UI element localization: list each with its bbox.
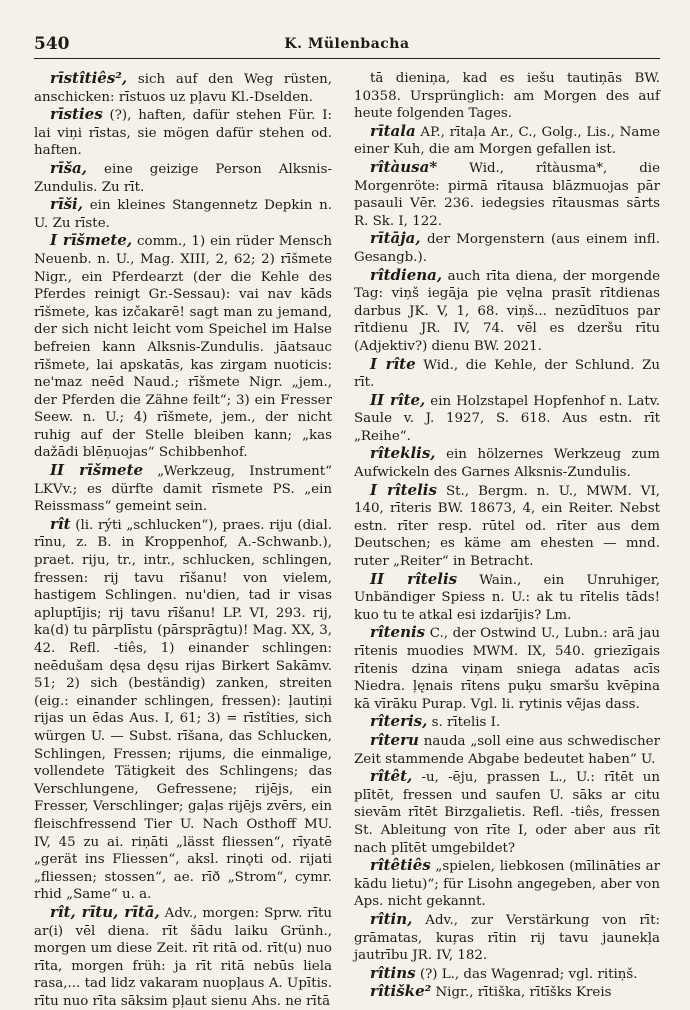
entry-text: tā dieniņa, kad es iešu tautiņās BW. 10358. Ursprünglich: am Morgen des auf heute folgenden Tages. <box>354 71 660 122</box>
entry-text: comm., 1) ein rüder Mensch Neuenb. n. U., Mag. XIII, 2, 62; 2) rīšmete Nigr., ein Pferdearzt (der die Kehle des Pferdes reinigt Gr.-Sessau): vai nav kāds rīšmete, kas izčakarē! sagt man zu jemand, der sich nicht leicht vom Speichel im Halse befreien kann Alksnis-Zundulis. jāatsauc rīšmete, lai apskatās, kas zirgam nuoticis: ne'maz neēd Naud.; rīšmete Nigr. „jem., der Pferden die Zähne feilt“; 3) ein Fresser Seew. n. U.; 4) rīšmete, jem., der nicht ruhig auf der Stelle bleiben kann; „kas dažādi blēņuojas“ Schibbenhof. <box>34 234 332 461</box>
entry-text: -u, -ēju, prassen L., U.: rītēt un plītēt, fressen und saufen U. sāks ar citu sievām rītēt Birzgalietis. Refl. -tiês, fressen St. Ableitung von rīte I, oder aber aus rīt nach plītēt umgebildet? <box>354 770 660 856</box>
dictionary-entry <box>354 70 660 123</box>
entry-headword: rîteklis, <box>370 444 436 463</box>
entry-headword: rîteru <box>370 730 419 749</box>
entry-text: s. rītelis I. <box>431 715 501 731</box>
entry-text: St., Bergm. n. U., MWM. VI, 140, rīteris BW. 18673, 4, ein Reiter. Nebst estn. rīter resp. rūtel od. rīter aus dem Deutschen; es käme am ehesten — mnd. ruter „Reiter“ in Betracht. <box>354 483 660 570</box>
dictionary-entry <box>354 159 660 230</box>
entry-headword: rīstîtiês², <box>50 69 128 87</box>
dictionary-entry <box>34 232 332 462</box>
entry-text: Wid., rîtàusma*, die Morgenröte: pirmā rītausa blāzmuojas pār pasauli Vēr. 236. iedegsies rītausmas sārts R. Sk. I, 122. <box>354 160 660 229</box>
entry-headword: I rîte <box>370 354 416 373</box>
dictionary-entry <box>354 482 660 571</box>
entry-text: ein kleines Stangennetz Depkin n. U. Zu rīste. <box>34 198 332 231</box>
entry-text: Adv., zur Verstärkung von rīt: grāmatas, kuŗas rītin rij tavu jaunekļa jautrību JR. IV, 182. <box>354 912 660 964</box>
entry-text: Nigr., rītiška, rītīšks Kreis <box>435 985 612 1001</box>
dictionary-entry <box>354 624 660 713</box>
entry-text: ein hölzernes Werkzeug zum Aufwickeln des Garnes Alksnis-Zundulis. <box>354 447 660 481</box>
entry-text: Wid., die Kehle, der Schlund. Zu rīt. <box>354 357 660 391</box>
entry-text: (li. rýti „schlucken“), praes. riju (dial. rīnu, z. B. in Kroppenhof, A.-Schwanb.), praet. riju, tr., intr., schlucken, schlingen, fressen: rij tavu rīšanu! von vielem, hastigem Schlingen. nu'dien, tad ir visas apluptījis; rij tavu rīšanu! LP. VI, 293. rij, ka(d) tu pārplīstu (pārsprāgtu)! Mag. XX, 3, 42. Refl. -tiês, 1) einander schlingen: neēdušam dęsa dęsu rijas Birkert Sakāmv. 51; 2) sich (beständig) zanken, streiten (eig.: einander schlingen, fressen): ļautiņi rijas un ēdas Aus. I, 61; 3) = rīstîties, sich würgen U. — Subst. rīšana, das Schlucken, Schlingen, Fressen; rijums, die einmalige, vollendete Tätigkeit des Schlingens; das Verschlungene, Gefressene; rijējs, ein Fresser, Verschlinger; gaļas rijējs zvērs, ein fleischfressend Tier U. Nach Osthoff MU. IV, 45 zu ai. riṇāti „lässt fliessen“, rīyatē „gerät ins Fliessen“, aksl. rinǫti od. rijati „fliessen; stossen“, ae. rīð „Strom“, cymr. rhid „Same“ u. a. <box>34 517 332 903</box>
dictionary-entry <box>34 160 332 196</box>
dictionary-entry <box>354 445 660 481</box>
entry-text: „Werkzeug, Instrument“ LKVv.; es dürfte damit rīsmete PS. „ein Reissmass“ gemeint sein. <box>34 464 332 515</box>
entry-headword: II rîtelis <box>370 569 458 588</box>
entry-headword: rîtenis <box>370 623 426 642</box>
entry-headword: rîteris, <box>370 712 428 731</box>
entry-headword: rīša, <box>50 158 87 177</box>
entry-text: nauda „soll eine aus schwedischer Zeit stammende Abgabe bedeutet haben“ U. <box>354 733 660 767</box>
entry-text: (?) L., das Wagenrad; vgl. ritiņš. <box>419 966 638 982</box>
entry-headword: rîtiške² <box>370 982 432 1001</box>
entry-text: auch rīta diena, der morgende Tag: viņš iegāja pie vęlna prasīt rītdienas darbus JK. V, 1, 68. viņš... nezūdītuos par rītdienu JR. IV, 74. vēl es dzeršu rītu (Adjektiv?) dienu BW. 2021. <box>354 268 660 354</box>
entry-headword: rîtêt, <box>370 767 413 786</box>
entry-headword: rît <box>50 514 71 533</box>
left-column <box>34 69 332 1009</box>
page-header <box>34 28 660 59</box>
dictionary-entry <box>354 571 660 625</box>
entry-headword: rīši, <box>50 195 83 214</box>
dictionary-entry <box>354 267 660 356</box>
right-column <box>354 70 661 1001</box>
dictionary-entry <box>34 196 332 232</box>
entry-headword: rît, rītu, rītā, <box>50 902 160 921</box>
dictionary-entry <box>354 123 660 159</box>
entry-headword: rîtêtiês <box>370 856 431 875</box>
dictionary-entry <box>354 983 660 1002</box>
entry-text: eine geizige Person Alksnis-Zundulis. Zu rīt. <box>34 161 332 195</box>
entry-headword: rītala <box>370 121 416 140</box>
dictionary-entry <box>354 392 660 446</box>
entry-text: der Morgenstern (aus einem infl. Gesangb.). <box>354 232 660 265</box>
entry-headword: rîtdiena, <box>370 265 443 284</box>
entry-headword: rîtins <box>370 963 416 982</box>
entry-headword: I rīšmete, <box>50 231 133 250</box>
dictionary-entry <box>34 516 332 904</box>
dictionary-entry <box>354 230 660 266</box>
entry-text: Adv., morgen: Sprw. rītu ar(i) vēl diena. rīt šādu laiku Grünh., morgen um diese Zeit. rīt ritā od. rīt(u) nuo rīta, morgen früh: ja rīt ritā nebūs liela rasa,... tad lidz vakaram nuopļaus A. Upītis. rītu nuo rīta sāksim pļaut sienu Ahs. ne rītā <box>34 905 332 1009</box>
entry-text: ein Holzstapel Hopfenhof n. Latv. Saule v. J. 1927, S. 618. Aus estn. rīt „Reihe“. <box>354 393 661 444</box>
dictionary-entry <box>34 106 332 160</box>
entry-headword: rîtàusa* <box>370 157 438 176</box>
dictionary-entry <box>354 911 660 965</box>
dictionary-entry <box>354 768 660 857</box>
dictionary-entry <box>354 713 660 732</box>
page-number: 540 <box>34 34 70 54</box>
entry-text: AP., rītaļa Ar., C., Golg., Lis., Name einer Kuh, die am Morgen gefallen ist. <box>354 124 660 158</box>
dictionary-entry <box>354 857 660 911</box>
entry-headword: rîtin, <box>370 909 413 928</box>
entry-headword: rīsties <box>50 105 103 124</box>
dictionary-entry <box>34 462 332 516</box>
dictionary-entry <box>354 356 660 392</box>
entry-text: „spielen, liebkosen (mīlināties ar kādu lietu)“; für Lisohn angegeben, aber von Aps. nicht gekannt. <box>354 859 660 910</box>
entry-text: sich auf den Weg rüsten, anschicken: rīstuos uz pļavu Kl.-Dselden. <box>34 72 332 105</box>
entry-headword: II rīšmete <box>50 461 144 480</box>
dictionary-entry <box>34 70 332 106</box>
entry-text: C., der Ostwind U., Lubn.: arā jau rītenis muodies MWM. IX, 540. griezīgais rītenis dzina viņam sniega adatas acīs Niedra. ļęnais rītens puķu smaršu kvēpina kā vīrāku Purap. Vgl. li. rytinis vė̃jas dass. <box>354 626 660 712</box>
entry-headword: rītāja, <box>370 229 421 248</box>
dictionary-entry <box>34 904 332 1010</box>
entry-headword: II rîte, <box>370 390 426 409</box>
dictionary-entry <box>354 965 660 984</box>
dictionary-entry <box>354 732 660 768</box>
entry-text: Wain., ein Unruhiger, Unbändiger Spiess n. U.: ak tu rītelis tāds! kuo tu te atkal esi izdarījis? Lm. <box>354 572 660 623</box>
running-head: K. Mülenbacha <box>284 36 410 52</box>
entry-text: (?), haften, dafür stehen Für. I: lai viņi rīstas, sie mögen dafür stehen od. haften. <box>34 108 332 159</box>
entry-headword: I rîtelis <box>370 480 437 499</box>
